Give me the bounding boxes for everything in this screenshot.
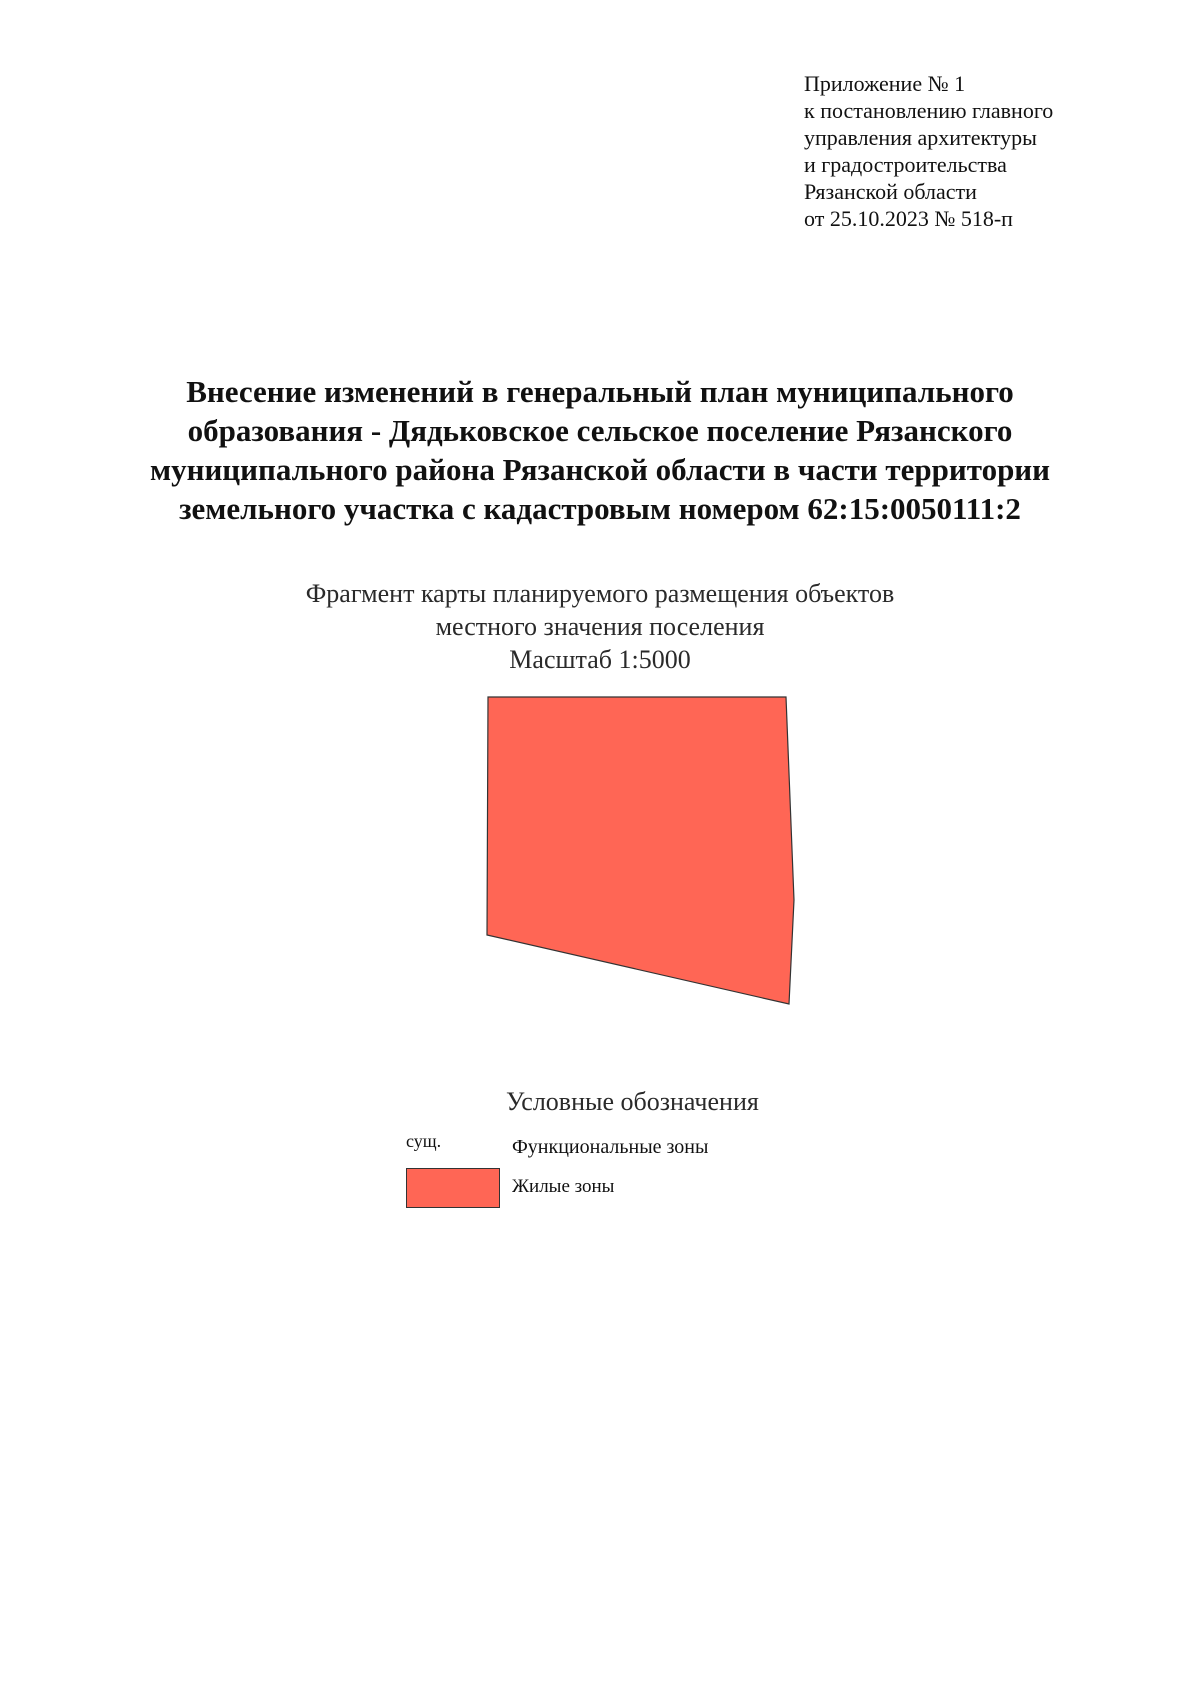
annex-line: управления архитектуры: [804, 125, 1037, 150]
title-line: земельного участка с кадастровым номером 62:15:0050111:2: [179, 491, 1021, 526]
legend-title: Условные обозначения: [506, 1087, 759, 1116]
legend-group-label: Функциональные зоны: [512, 1136, 709, 1158]
annex-line: к постановлению главного: [804, 98, 1054, 123]
annex-line: Приложение № 1: [804, 71, 966, 96]
annex-line: от 25.10.2023 № 518-п: [804, 206, 1013, 231]
residential-zone-polygon: [487, 697, 794, 1004]
title-line: Внесение изменений в генеральный план муниципального: [186, 374, 1014, 409]
title-line: муниципального района Рязанской области в части территории: [149, 452, 1051, 487]
caption-line: Фрагмент карты планируемого размещения объектов: [305, 579, 895, 608]
caption-line: местного значения поселения: [435, 612, 765, 641]
scale-label: Масштаб 1:5000: [509, 645, 691, 674]
legend-swatch-residential: [406, 1168, 500, 1208]
annex-line: Рязанской области: [804, 179, 977, 204]
annex-line: и градостроительства: [804, 152, 1007, 177]
legend-existing-marker: сущ.: [406, 1131, 442, 1151]
title-line: образования - Дядьковское сельское поселение Рязанского: [187, 413, 1013, 448]
legend-item-residential: Жилые зоны: [512, 1176, 615, 1197]
